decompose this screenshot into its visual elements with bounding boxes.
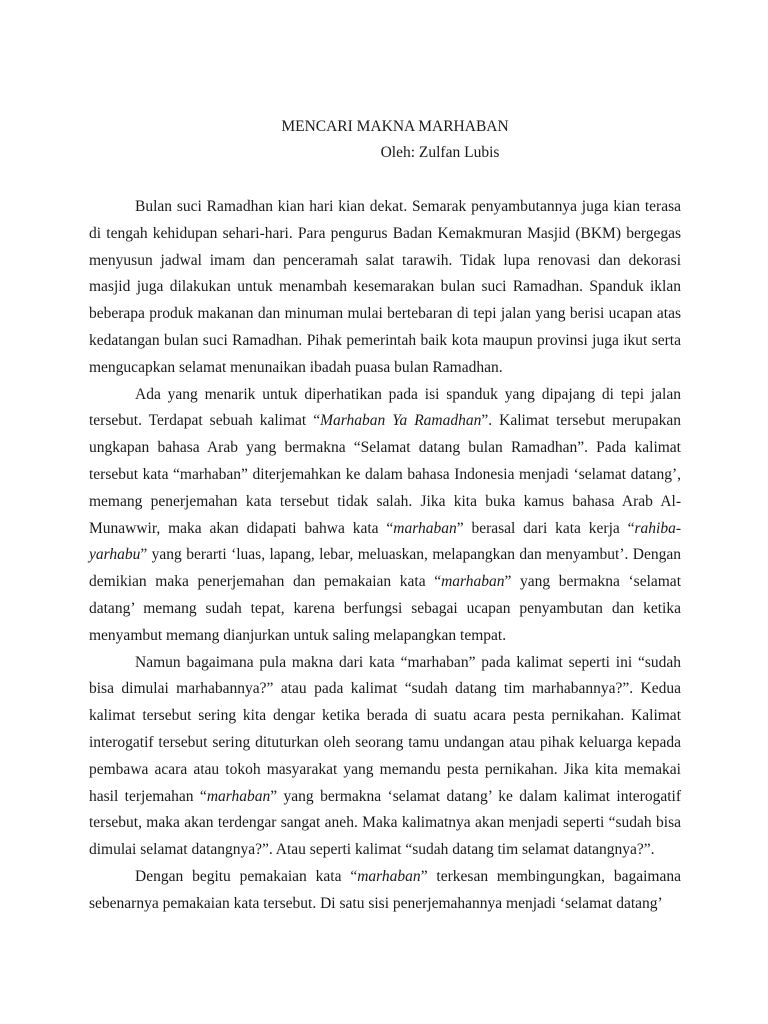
- text-run: ” berasal dari kata kerja “: [456, 519, 635, 537]
- italic-term: rahiba-yarhabu: [89, 519, 681, 564]
- paragraph: [89, 864, 681, 918]
- text-run: ” yang bermakna ‘selamat datang’ ke dalam kalimat interogatif tersebut, maka akan terdengar sangat aneh. Maka kalimatnya akan menjadi seperti “sudah bisa dimulai selamat datangnya?”. Atau seperti kalimat “sudah datang tim selamat datangnya?”.: [89, 787, 681, 859]
- text-run: Ada yang menarik untuk diperhatikan pada isi spanduk yang dipajang di tepi jalan tersebut. Terdapat sebuah kalimat “: [89, 385, 681, 430]
- document-author: Oleh: Zulfan Lubis: [380, 144, 500, 161]
- document-body: [89, 194, 681, 918]
- text-run: ” yang berarti ‘luas, lapang, lebar, meluaskan, melapangkan dan menyambut’. Dengan demikian maka penerjemahan dan pemakaian kata “: [89, 546, 681, 591]
- paragraph: [89, 382, 681, 650]
- document-title: MENCARI MAKNA MARHABAN: [281, 118, 509, 135]
- text-run: Namun bagaimana pula makna dari kata “marhaban” pada kalimat seperti ini “sudah bisa dimulai marhabannya?” atau pada kalimat “sudah datang tim marhabannya?”. Kedua kalimat tersebut sering kita dengar ketika berada di suatu acara pesta pernikahan. Kalimat interogatif tersebut sering dituturkan oleh seorang tamu undangan atau pihak keluarga kepada pembawa acara atau tokoh masyarakat yang memandu pesta pernikahan. Jika kita memakai hasil terjemahan “: [89, 653, 681, 805]
- italic-term: Marhaban Ya Ramadhan: [320, 412, 482, 430]
- italic-term: marhaban: [393, 519, 457, 537]
- text-run: ” yang bermakna ‘selamat datang’ memang sudah tepat, karena berfungsi sebagai ucapan penyambutan dan ketika menyambut memang dianjurkan untuk saling melapangkan tempat.: [89, 573, 681, 644]
- text-run: ” terkesan membingungkan, bagaimana sebenarnya pemakaian kata tersebut. Di satu sisi penerjemahannya menjadi ‘selamat datang’: [89, 867, 681, 912]
- text-run: ”. Kalimat tersebut merupakan ungkapan bahasa Arab yang bermakna “Selamat datang bulan Ramadhan”. Pada kalimat tersebut kata “marhaban” diterjemahkan ke dalam bahasa Indonesia menjadi ‘selamat datang’, memang penerjemahan kata tersebut tidak salah. Jika kita buka kamus bahasa Arab Al-Munawwir, maka akan didapati bahwa kata “: [89, 412, 682, 537]
- italic-term: marhaban: [357, 867, 421, 885]
- italic-term: marhaban: [206, 787, 271, 805]
- paragraph: [89, 194, 681, 382]
- document-page: [89, 114, 681, 918]
- text-run: Bulan suci Ramadhan kian hari kian dekat. Semarak penyambutannya juga kian terasa di tengah kehidupan sehari-hari. Para pengurus Badan Kemakmuran Masjid (BKM) bergegas menyusun jadwal imam dan penceramah salat tarawih. Tidak lupa renovasi dan dekorasi masjid juga dilakukan untuk menambah kesemarakan bulan suci Ramadhan. Spanduk iklan beberapa produk makanan dan minuman mulai bertebaran di tepi jalan yang berisi ucapan atas kedatangan bulan suci Ramadhan. Pihak pemerintah baik kota maupun provinsi juga ikut serta mengucapkan selamat menunaikan ibadah puasa bulan Ramadhan.: [89, 198, 681, 376]
- text-run: Dengan begitu pemakaian kata “: [135, 867, 358, 885]
- paragraph: [89, 650, 681, 864]
- italic-term: marhaban: [441, 573, 505, 591]
